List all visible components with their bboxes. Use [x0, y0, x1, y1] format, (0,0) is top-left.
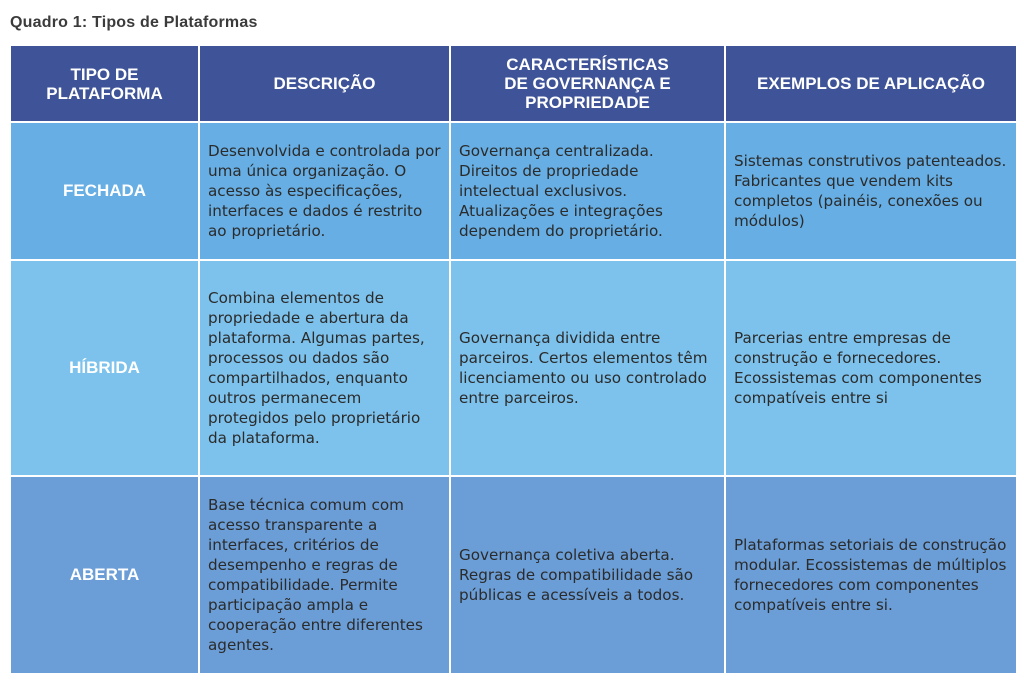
header-exemplos-label: EXEMPLOS DE APLICAÇÃO [757, 74, 985, 93]
text-line: Direitos de propriedade [459, 162, 639, 180]
text-line: si [875, 389, 888, 407]
text-line: partes, processos ou [208, 329, 425, 367]
table-caption: Quadro 1: Tipos de Plataformas [10, 14, 258, 31]
row-fechada-tipo [11, 123, 198, 259]
text-line: Governança dividida entre [459, 329, 661, 347]
text-line: todos. [637, 586, 685, 604]
header-governanca [451, 46, 724, 121]
header-tipo-line: PLATAFORMA [46, 83, 163, 103]
header-governanca-line: DE GOVERNANÇA E [504, 74, 671, 93]
tipo-label: FECHADA [62, 181, 147, 200]
text-line: de construção modular. [734, 536, 1007, 574]
text-line: enquanto outros [208, 369, 408, 407]
text-line: fornecedores com componentes [734, 576, 979, 594]
text-line: Sistemas construtivos [734, 152, 902, 170]
text-line: desempenho e regras [208, 556, 374, 574]
row-aberta-governanca [451, 477, 724, 673]
text-line: conexões ou módulos) [734, 192, 983, 230]
row-fechada-descricao [200, 123, 449, 259]
text-line: parceiros. Certos elementos [459, 349, 673, 367]
text-line: controlado entre parceiros. [459, 369, 707, 407]
text-line: interfaces, critérios de [208, 536, 379, 554]
text-line: proprietário. [231, 222, 326, 240]
tipo-label: HÍBRIDA [69, 358, 140, 377]
text-line: dependem do proprietário. [459, 222, 663, 240]
row-fechada-governanca [451, 123, 724, 259]
text-line: Plataformas setoriais [734, 536, 894, 554]
text-line: são públicas e acessíveis a [459, 566, 694, 604]
header-exemplos [726, 46, 1016, 121]
text-line: Governança centralizada. [459, 142, 654, 160]
header-governanca-line: CARACTERÍSTICAS [506, 55, 669, 74]
text-line: organização. O acesso às [208, 162, 407, 200]
text-line: Regras de compatibilidade [459, 566, 662, 584]
platform-types-table [11, 46, 1016, 672]
text-line: da plataforma. Algumas [208, 309, 409, 347]
text-line: Combina elementos de [208, 289, 384, 307]
text-line: ampla e cooperação entre [208, 596, 369, 634]
text-line: compatíveis entre si. [734, 596, 893, 614]
row-aberta-exemplos [726, 477, 1016, 673]
text-line: dados são compartilhados, [208, 349, 390, 387]
header-tipo-line: TIPO DE [70, 64, 139, 84]
text-line: controlada por uma única [208, 142, 441, 180]
text-line: pelo proprietário da [208, 409, 421, 447]
text-line: Governança coletiva aberta. [459, 546, 675, 564]
row-aberta-descricao [200, 477, 449, 673]
row-hibrida-descricao [200, 261, 449, 475]
text-line: de compatibilidade. [208, 556, 398, 594]
text-line: construção e fornecedores. [734, 349, 942, 367]
row-aberta-tipo [11, 477, 198, 673]
text-line: acesso transparente a [208, 516, 378, 534]
text-line: componentes compatíveis entre [734, 369, 982, 407]
text-line: permanecem protegidos [208, 389, 362, 427]
row-hibrida-exemplos [726, 261, 1016, 475]
text-line: Permite participação [208, 576, 398, 614]
text-line: Base técnica comum com [208, 496, 404, 514]
header-descricao [200, 46, 449, 121]
text-line: plataforma. [231, 429, 320, 447]
text-line: Parcerias entre empresas de [734, 329, 951, 347]
row-fechada-exemplos [726, 123, 1016, 259]
text-line: têm licenciamento ou uso [459, 349, 708, 387]
text-line: diferentes agentes. [208, 616, 423, 654]
text-line: Atualizações e integrações [459, 202, 663, 220]
text-line: Desenvolvida e [208, 142, 325, 160]
text-line: patenteados. Fabricantes que [734, 152, 1007, 190]
row-hibrida-tipo [11, 261, 198, 475]
row-hibrida-governanca [451, 261, 724, 475]
text-line: intelectual exclusivos. [459, 182, 628, 200]
text-line: Ecossistemas com [734, 369, 874, 387]
text-line: vendem kits completos (painéis, [734, 172, 953, 210]
text-line: Ecossistemas de múltiplos [805, 556, 1007, 574]
text-line: propriedade e abertura [208, 309, 385, 327]
header-descricao-label: DESCRIÇÃO [273, 74, 376, 93]
header-tipo [11, 46, 198, 121]
tipo-label: ABERTA [69, 565, 140, 584]
text-line: especificações, interfaces [208, 182, 403, 220]
header-governanca-line: PROPRIEDADE [525, 93, 650, 112]
text-line: e dados é restrito ao [208, 202, 423, 240]
